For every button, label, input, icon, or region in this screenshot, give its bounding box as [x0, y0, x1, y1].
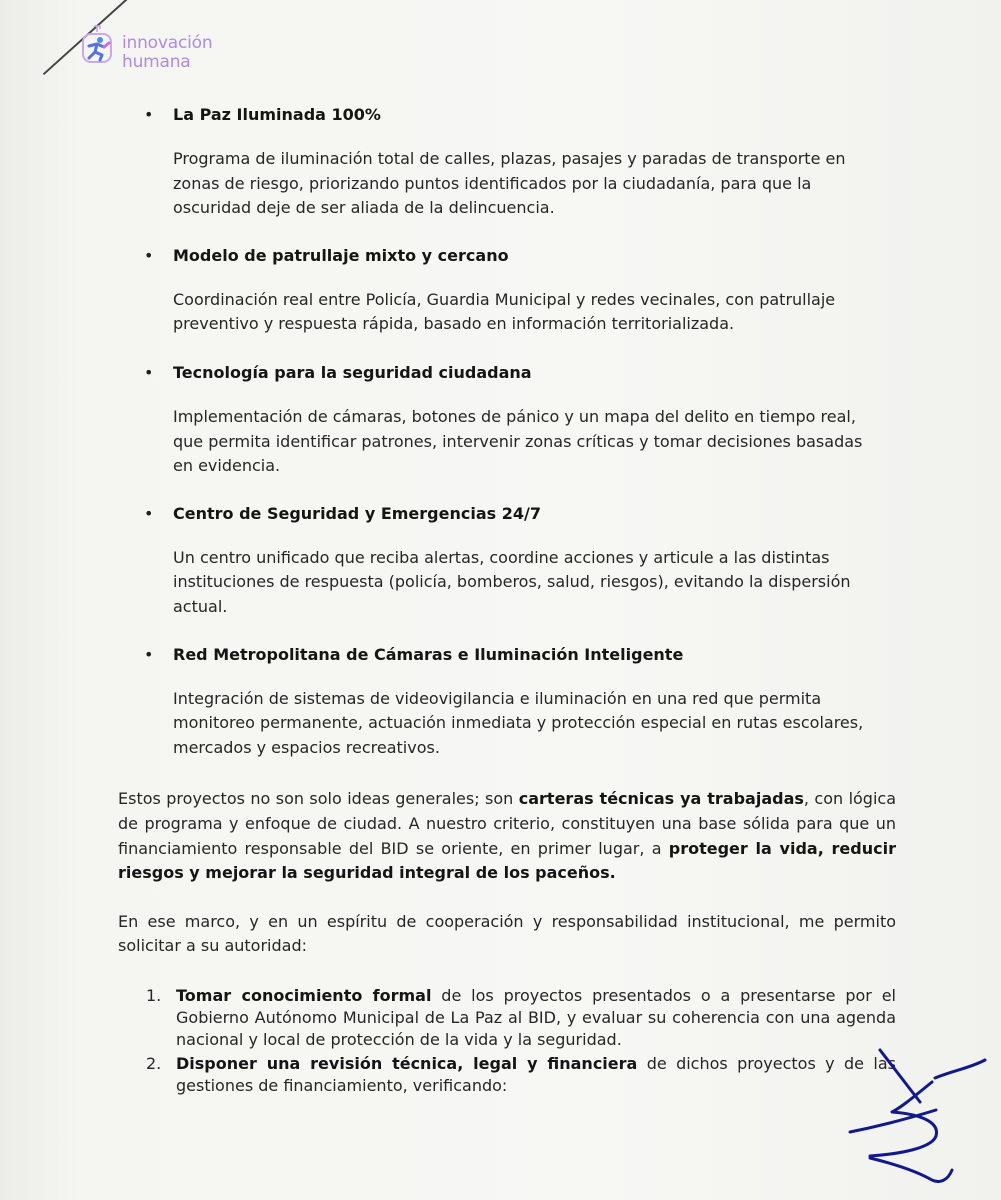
item-title: Red Metropolitana de Cámaras e Iluminación Inteligente [173, 644, 684, 664]
numbered-item [146, 985, 896, 1051]
body-line: actual. [173, 596, 228, 616]
body-line: preventivo y respuesta rápida, basado en información territorializada. [173, 314, 735, 334]
paragraph: En ese marco, y en un espíritu de cooperación y responsabilidad institucional, me permito solicitar a su autoridad: [118, 911, 896, 956]
item-body [173, 687, 896, 761]
handwritten-signature [840, 1030, 990, 1190]
list-item [118, 503, 896, 620]
numbered-item-bold: Disponer una revisión técnica, legal y financiera [176, 1053, 638, 1073]
bullet-icon: • [144, 503, 154, 523]
list-item [118, 362, 896, 479]
bullet-icon: • [144, 105, 154, 124]
body-line: zonas de riesgo, priorizando puntos identificados por la ciudadanía, para que la [173, 173, 812, 193]
logo-line-2: humana [122, 52, 191, 72]
paragraph-text: Estos proyectos no son solo ideas generales; son [118, 789, 519, 809]
body-line: Programa de iluminación total de calles, plazas, pasajes y paradas de transporte en [173, 149, 846, 168]
numbered-item-text: de dichos proyectos y de las gestiones de financiamiento, verificando: [176, 1053, 896, 1095]
paragraph-text: , con lógica de programa y enfoque de ciudad. A nuestro criterio, constituyen una base sólida para que un financiamiento responsable del BID se oriente, en primer lugar, a [118, 789, 897, 858]
body-line: que permita identificar patrones, intervenir zonas críticas y tomar decisiones basadas [173, 431, 863, 451]
list-item [118, 644, 896, 761]
running-figure-icon [80, 24, 116, 74]
body-line: Coordinación real entre Policía, Guardia Municipal y redes vecinales, con patrullaje [173, 289, 836, 309]
paragraph-bold-text: proteger la vida, reducir riesgos y mejorar la seguridad integral de los paceños. [118, 838, 896, 883]
item-number: 2. [146, 1053, 162, 1073]
bullet-icon: • [144, 245, 154, 265]
body-line: Un centro unificado que reciba alertas, coordine acciones y articule a las distintas [173, 547, 830, 567]
logo-line-1: innovación [122, 33, 213, 53]
list-item [118, 245, 896, 337]
item-number: 1. [146, 985, 162, 1005]
bullet-icon: • [144, 644, 154, 664]
paragraph-bold-text: carteras técnicas ya trabajadas [518, 789, 804, 809]
logo [80, 14, 240, 76]
body-line: Integración de sistemas de videovigilancia e iluminación en una red que permita [173, 688, 822, 708]
item-body [173, 405, 896, 479]
item-title: Centro de Seguridad y Emergencias 24/7 [173, 503, 541, 523]
paragraph [118, 787, 896, 885]
item-body [173, 147, 896, 221]
item-title: Tecnología para la seguridad ciudadana [173, 362, 532, 382]
list-item [118, 104, 896, 221]
numbered-item [146, 1053, 896, 1097]
item-body [173, 546, 896, 620]
body-line: en evidencia. [173, 456, 281, 476]
body-line: oscuridad deje de ser aliada de la delincuencia. [173, 198, 555, 218]
body-line: monitoreo permanente, actuación inmediata y protección especial en rutas escolares, [173, 713, 864, 733]
numbered-item-bold: Tomar conocimiento formal [176, 985, 432, 1005]
item-body [173, 288, 896, 337]
numbered-list [146, 985, 896, 1097]
body-line: instituciones de respuesta (policía, bomberos, salud, riesgos), evitando la dispersión [173, 572, 851, 592]
item-title: Modelo de patrullaje mixto y cercano [173, 245, 509, 265]
bullet-icon: • [144, 362, 154, 382]
item-title: La Paz Iluminada 100% [173, 105, 381, 124]
numbered-item-text: de los proyectos presentados o a presentarse por el Gobierno Autónomo Municipal de La Paz al BID, y evaluar su coherencia con una agenda nacional y local de protección de la vida y la seguridad. [176, 985, 897, 1049]
body-line: mercados y espacios recreativos. [173, 737, 440, 757]
body-line: Implementación de cámaras, botones de pánico y un mapa del delito en tiempo real, [173, 406, 856, 426]
document-body [118, 104, 896, 1097]
